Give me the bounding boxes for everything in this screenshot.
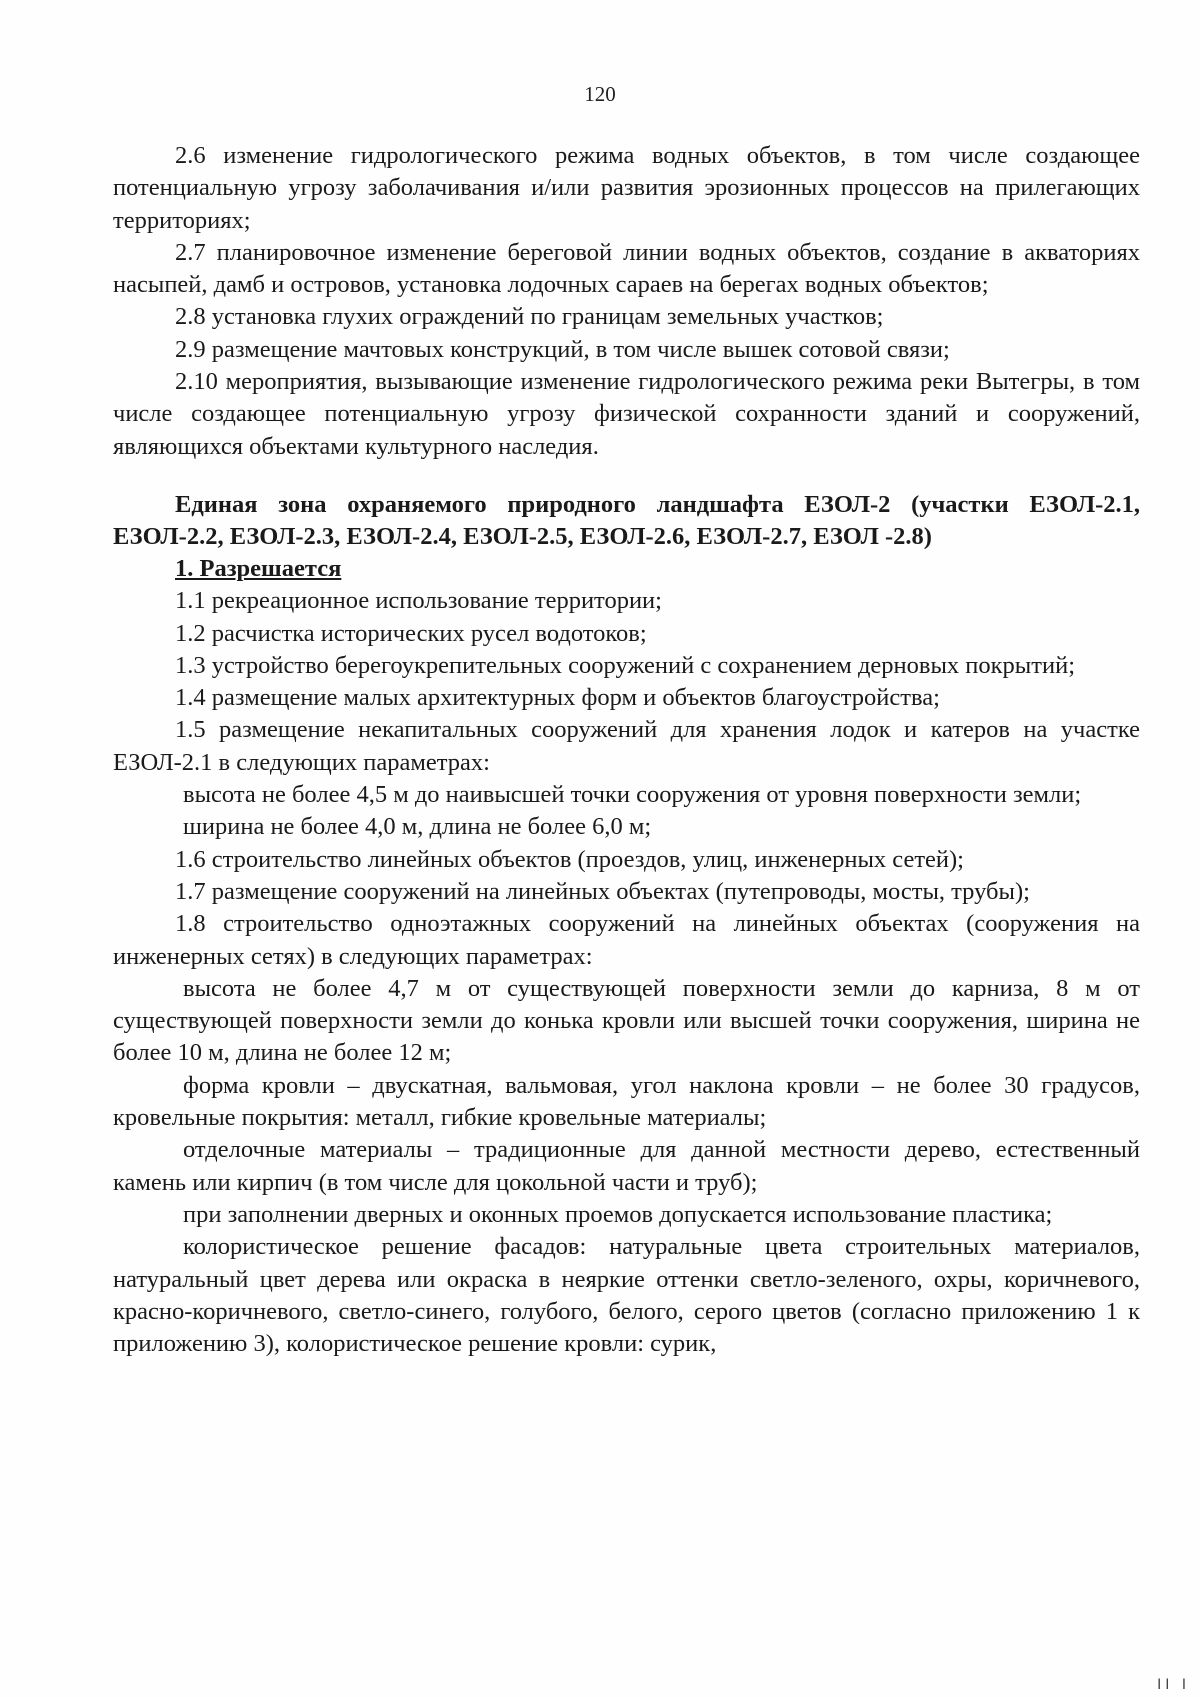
param-facade-colors: колористическое решение фасадов: натуральные цвета строительных материалов, натуральный цвет дерева или окраска в неяркие оттенки светло-зеленого, охры, коричневого, красно-коричневого, светло-синего, голубого, белого, серого цветов (согласно приложению 1 к приложению 3), колористическое решение кровли: сурик, xyxy=(113,1233,1140,1358)
clause-1-2: 1.2 расчистка исторических русел водотоков; xyxy=(175,619,647,647)
section-heading-allowed: 1. Разрешается xyxy=(175,554,342,582)
clause-1-8: 1.8 строительство одноэтажных сооружений на линейных объектах (сооружения на инженерных сетях) в следующих параметрах: xyxy=(113,910,1140,970)
clause-1-3: 1.3 устройство берегоукрепительных сооружений с сохранением дерновых покрытий; xyxy=(175,651,1076,679)
clause-1-6: 1.6 строительство линейных объектов (проездов, улиц, инженерных сетей); xyxy=(175,845,964,873)
param-roof-form: форма кровли – двускатная, вальмовая, угол наклона кровли – не более 30 градусов, кровельные покрытия: металл, гибкие кровельные материалы; xyxy=(113,1071,1140,1132)
clause-1-5: 1.5 размещение некапитальных сооружений для хранения лодок и катеров на участке ЕЗОЛ-2.1 в следующих параметрах: xyxy=(113,716,1140,776)
clause-1-7: 1.7 размещение сооружений на линейных объектах (путепроводы, мосты, трубы); xyxy=(175,877,1030,905)
param-height-1-5: высота не более 4,5 м до наивысшей точки сооружения от уровня поверхности земли; xyxy=(183,781,1082,809)
clause-1-4: 1.4 размещение малых архитектурных форм и объектов благоустройства; xyxy=(175,684,940,712)
clause-2-6: 2.6 изменение гидрологического режима водных объектов, в том числе создающее потенциальную угрозу заболачивания и/или развития эрозионных процессов на прилегающих территориях; xyxy=(113,142,1140,234)
clause-2-7: 2.7 планировочное изменение береговой линии водных объектов, создание в акваториях насыпей, дамб и островов, установка лодочных сараев на берегах водных объектов; xyxy=(113,238,1140,299)
zone-title: Единая зона охраняемого природного ландшафта ЕЗОЛ-2 (участки ЕЗОЛ-2.1, ЕЗОЛ-2.2, ЕЗОЛ-2.3, ЕЗОЛ-2.4, ЕЗОЛ-2.5, ЕЗОЛ-2.6, ЕЗОЛ-2.7, ЕЗОЛ -2.8) xyxy=(113,490,1140,550)
clause-2-9: 2.9 размещение мачтовых конструкций, в том числе вышек сотовой связи; xyxy=(175,335,950,363)
clause-2-8: 2.8 установка глухих ограждений по границам земельных участков; xyxy=(175,303,884,331)
param-height-1-8: высота не более 4,7 м от существующей поверхности земли до карниза, 8 м от существующей поверхности земли до конька кровли или высшей точки сооружения, ширина не более 10 м, длина не более 12 м; xyxy=(113,974,1140,1067)
page-body xyxy=(113,140,1140,1360)
clause-1-1: 1.1 рекреационное использование территории; xyxy=(175,587,662,615)
param-finishing-materials: отделочные материалы – традиционные для данной местности дерево, естественный камень или кирпич (в том числе для цокольной части и труб); xyxy=(113,1136,1140,1196)
param-openings: при заполнении дверных и оконных проемов допускается использование пластика; xyxy=(183,1200,1053,1228)
scan-edge-marks: II I xyxy=(1157,1677,1190,1693)
clause-2-10: 2.10 мероприятия, вызывающие изменение гидрологического режима реки Вытегры, в том числе создающее потенциальную угрозу физической сохранности зданий и сооружений, являющихся объектами культурного наследия. xyxy=(113,368,1140,460)
page-number: 120 xyxy=(584,82,616,106)
param-size-1-5: ширина не более 4,0 м, длина не более 6,0 м; xyxy=(183,813,652,841)
